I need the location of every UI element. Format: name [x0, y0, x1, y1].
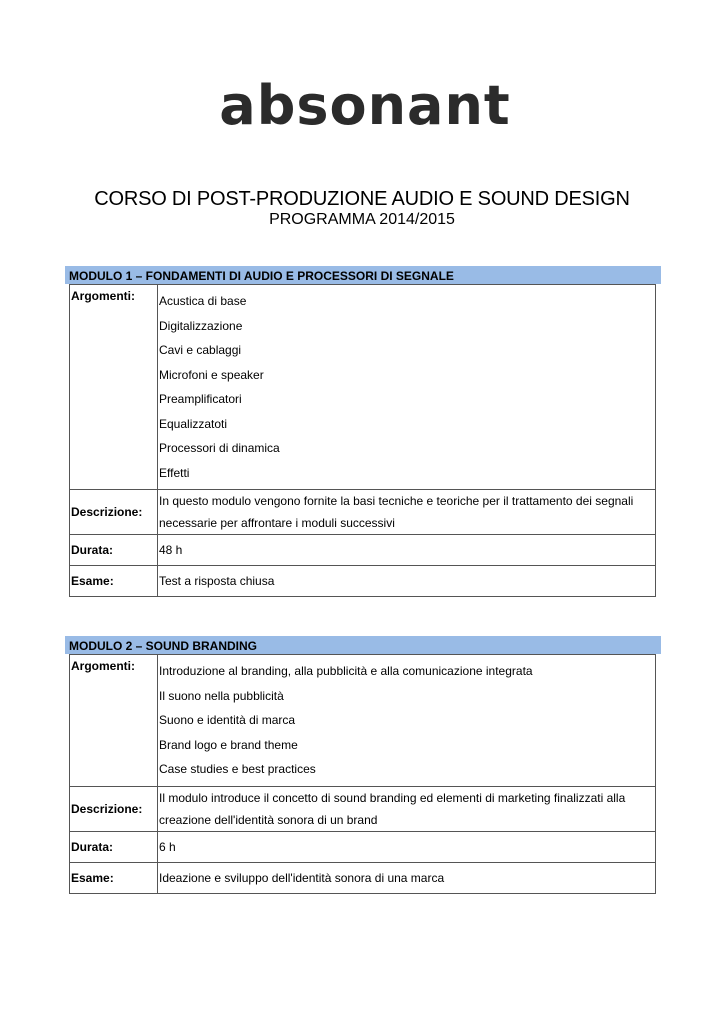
label-durata: Durata: [70, 535, 158, 566]
absonant-logo [219, 74, 511, 137]
description-line: creazione dell'identità sonora di un brand [159, 812, 378, 827]
description-line: necessarie per affrontare i moduli successivi [159, 516, 395, 530]
absonant-logo-icon [219, 74, 511, 137]
list-item: Il suono nella pubblicità [159, 688, 284, 703]
list-item: Suono e identità di marca [159, 713, 296, 727]
duration-value: 48 h [158, 535, 656, 566]
document-title: CORSO DI POST-PRODUZIONE AUDIO E SOUND DESIGN [94, 188, 630, 210]
list-item: Processori di dinamica [159, 441, 280, 455]
module-table [69, 654, 656, 894]
topic-list [159, 655, 655, 786]
table-row [70, 566, 656, 597]
list-item: Preamplificatori [159, 392, 242, 406]
exam-value: Test a risposta chiusa [158, 566, 656, 597]
table-row [70, 285, 656, 490]
description-line: In questo modulo vengono fornite la basi tecniche e teoriche per il trattamento dei segnali [159, 494, 634, 508]
module-header: MODULO 2 – SOUND BRANDING [65, 636, 661, 654]
list-item: Acustica di base [159, 294, 247, 308]
label-esame: Esame: [70, 862, 158, 893]
list-item: Introduzione al branding, alla pubblicità e alla comunicazione integrata [159, 664, 533, 678]
module-header: MODULO 1 – FONDAMENTI DI AUDIO E PROCESSORI DI SEGNALE [65, 266, 661, 284]
table-row [70, 786, 656, 831]
table-row [70, 862, 656, 893]
topic-list [159, 285, 655, 489]
document-subtitle: PROGRAMMA 2014/2015 [269, 211, 455, 228]
list-item: Microfoni e speaker [159, 367, 264, 382]
label-argomenti: Argomenti: [70, 655, 158, 787]
table-row [70, 490, 656, 535]
description-line: Il modulo introduce il concetto di sound branding ed elementi di marketing finalizzati alla [159, 790, 626, 805]
label-argomenti: Argomenti: [70, 285, 158, 490]
logo-text: absonant [219, 74, 511, 137]
topics-cell [158, 285, 656, 490]
label-descrizione: Descrizione: [70, 786, 158, 831]
module-2 [65, 636, 661, 894]
table-row [70, 831, 656, 862]
label-descrizione: Descrizione: [70, 490, 158, 535]
duration-value: 6 h [158, 831, 656, 862]
list-item: Brand logo e brand theme [159, 737, 298, 752]
description-cell [158, 490, 656, 535]
table-row [70, 535, 656, 566]
topics-cell [158, 655, 656, 787]
label-durata: Durata: [70, 831, 158, 862]
list-item: Equalizzatoti [159, 416, 228, 431]
module-1 [65, 266, 661, 597]
list-item: Cavi e cablaggi [159, 343, 242, 357]
list-item: Case studies e best practices [159, 762, 316, 776]
description-cell [158, 786, 656, 831]
list-item: Digitalizzazione [159, 318, 243, 333]
label-esame: Esame: [70, 566, 158, 597]
table-row [70, 655, 656, 787]
module-table [69, 284, 656, 597]
exam-value: Ideazione e sviluppo dell'identità sonora di una marca [158, 862, 656, 893]
list-item: Effetti [159, 465, 190, 480]
